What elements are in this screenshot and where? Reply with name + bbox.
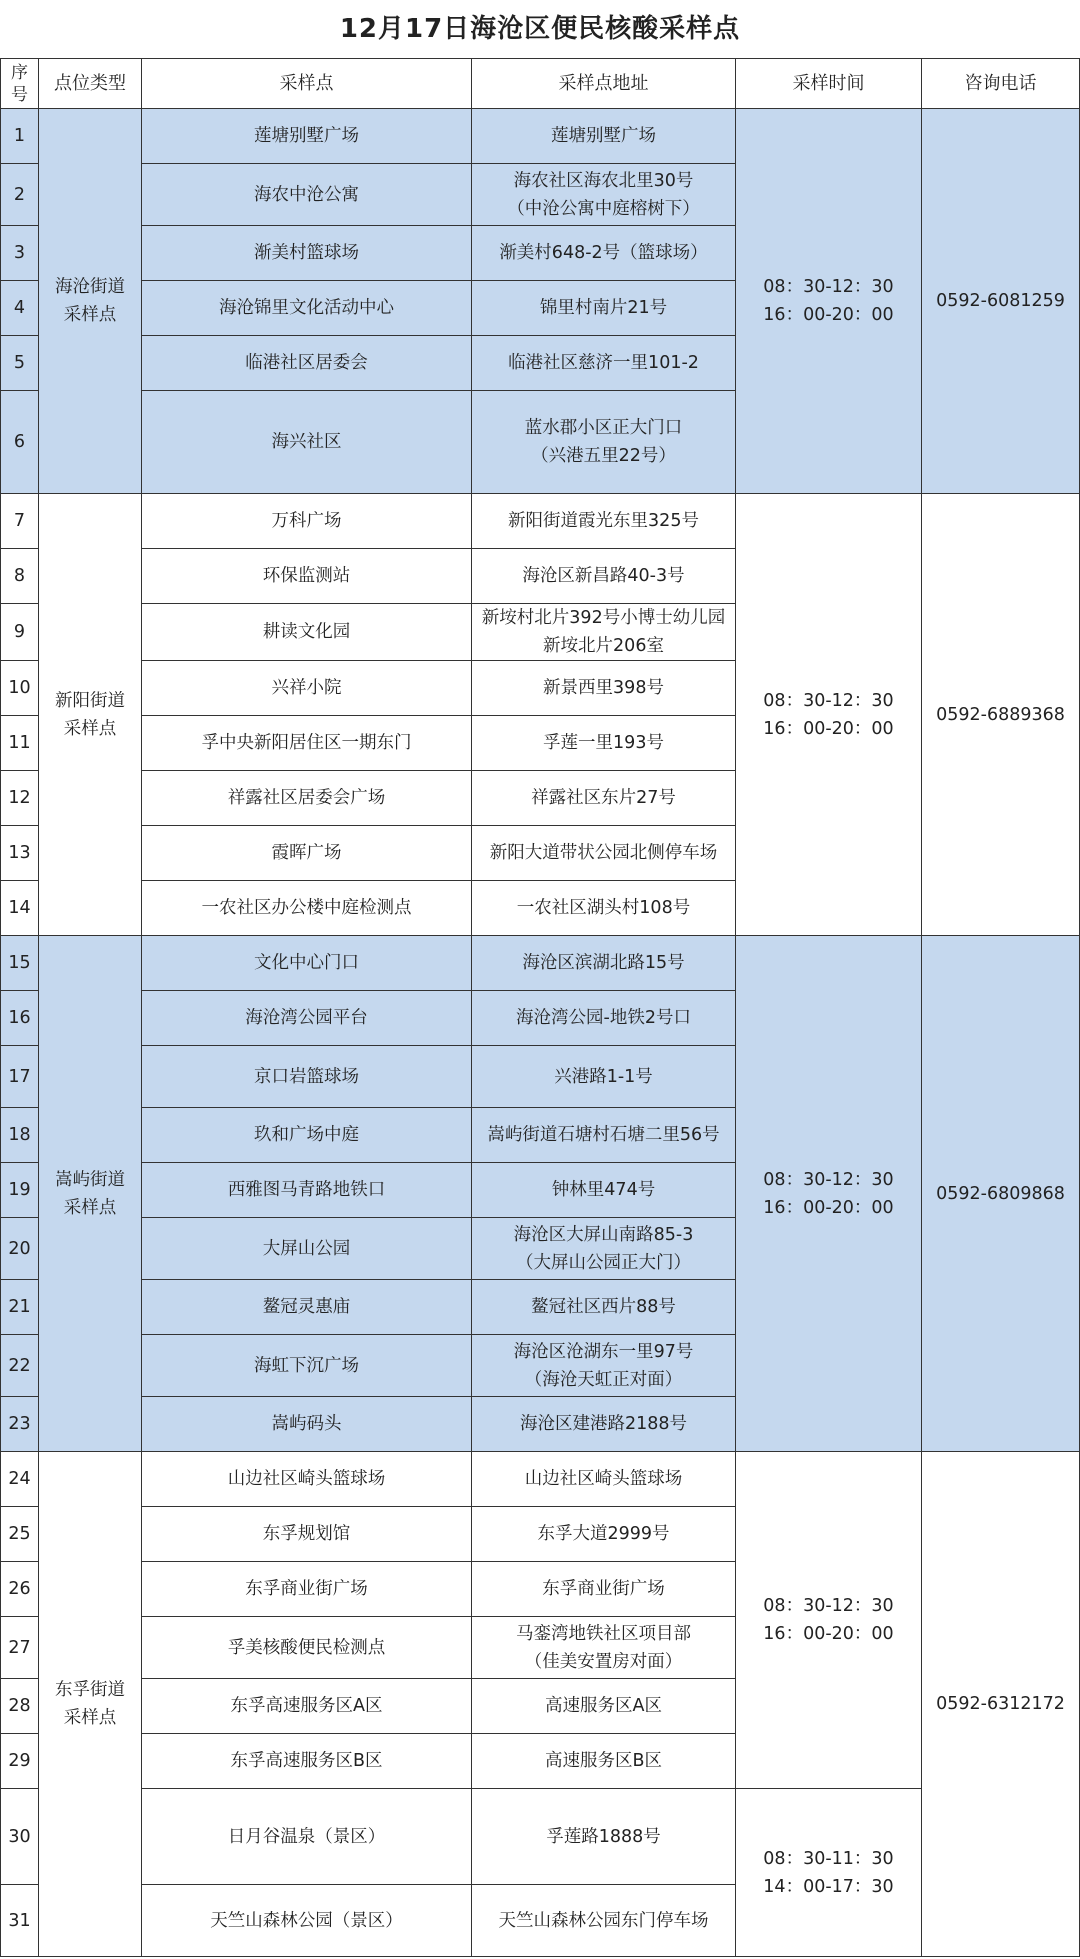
site-address: 锦里村南片21号 [472,281,736,336]
site-name: 东孚高速服务区A区 [142,1679,472,1734]
site-name: 临港社区居委会 [142,336,472,391]
table-row [1,1789,1080,1885]
site-type: 嵩屿街道采样点 [39,936,142,1452]
site-address: 海沧湾公园-地铁2号口 [472,991,736,1046]
site-address: 孚莲路1888号 [472,1789,736,1885]
sampling-time: 08：30-12：30 16：00-20：00 [736,936,922,1452]
site-name: 嵩屿码头 [142,1397,472,1452]
row-number: 8 [1,549,39,604]
table-row [1,109,1080,164]
site-name: 京口岩篮球场 [142,1046,472,1108]
table-row [1,936,1080,991]
site-address: 海沧区滨湖北路15号 [472,936,736,991]
site-name: 文化中心门口 [142,936,472,991]
site-address: 莲塘别墅广场 [472,109,736,164]
row-number: 25 [1,1507,39,1562]
row-number: 6 [1,391,39,494]
row-number: 5 [1,336,39,391]
row-number: 10 [1,661,39,716]
site-address: 海沧区新昌路40-3号 [472,549,736,604]
table-row [1,494,1080,549]
site-address: 东孚商业街广场 [472,1562,736,1617]
row-number: 12 [1,771,39,826]
row-number: 24 [1,1452,39,1507]
site-name: 山边社区崎头篮球场 [142,1452,472,1507]
row-number: 27 [1,1617,39,1679]
row-number: 3 [1,226,39,281]
row-number: 2 [1,164,39,226]
site-name: 万科广场 [142,494,472,549]
row-number: 30 [1,1789,39,1885]
row-number: 22 [1,1335,39,1397]
site-address: 天竺山森林公园东门停车场 [472,1885,736,1957]
site-name: 大屏山公园 [142,1218,472,1280]
site-name: 祥露社区居委会广场 [142,771,472,826]
contact-phone: 0592-6312172 [922,1452,1080,1957]
contact-phone: 0592-6889368 [922,494,1080,936]
site-address: 新阳街道霞光东里325号 [472,494,736,549]
site-name: 天竺山森林公园（景区） [142,1885,472,1957]
site-type: 新阳街道采样点 [39,494,142,936]
row-number: 15 [1,936,39,991]
site-name: 东孚商业街广场 [142,1562,472,1617]
site-name: 玖和广场中庭 [142,1108,472,1163]
sampling-time: 08：30-12：30 16：00-20：00 [736,109,922,494]
site-name: 渐美村篮球场 [142,226,472,281]
row-number: 16 [1,991,39,1046]
sampling-sites-table [0,58,1080,1957]
site-name: 环保监测站 [142,549,472,604]
row-number: 20 [1,1218,39,1280]
header-address: 采样点地址 [472,59,736,109]
row-number: 1 [1,109,39,164]
site-name: 东孚规划馆 [142,1507,472,1562]
site-name: 西雅图马青路地铁口 [142,1163,472,1218]
header-seq: 序号 [1,59,39,109]
sampling-time: 08：30-12：30 16：00-20：00 [736,1452,922,1789]
header-type: 点位类型 [39,59,142,109]
site-address: 一农社区湖头村108号 [472,881,736,936]
site-name: 东孚高速服务区B区 [142,1734,472,1789]
site-name: 莲塘别墅广场 [142,109,472,164]
site-name: 孚中央新阳居住区一期东门 [142,716,472,771]
site-address: 海农社区海农北里30号 （中沧公寓中庭榕树下） [472,164,736,226]
site-address: 嵩屿街道石塘村石塘二里56号 [472,1108,736,1163]
site-address: 孚莲一里193号 [472,716,736,771]
sampling-time: 08：30-11：30 14：00-17：30 [736,1789,922,1957]
header-site: 采样点 [142,59,472,109]
row-number: 17 [1,1046,39,1108]
row-number: 7 [1,494,39,549]
site-address: 新景西里398号 [472,661,736,716]
site-address: 钟林里474号 [472,1163,736,1218]
site-name: 鳌冠灵惠庙 [142,1280,472,1335]
site-address: 临港社区慈济一里101-2 [472,336,736,391]
site-address: 祥露社区东片27号 [472,771,736,826]
site-address: 高速服务区B区 [472,1734,736,1789]
row-number: 26 [1,1562,39,1617]
site-address: 海沧区建港路2188号 [472,1397,736,1452]
site-name: 海沧湾公园平台 [142,991,472,1046]
row-number: 23 [1,1397,39,1452]
page-title: 12月17日海沧区便民核酸采样点 [339,14,741,44]
site-type: 东孚街道采样点 [39,1452,142,1957]
row-number: 19 [1,1163,39,1218]
site-address: 东孚大道2999号 [472,1507,736,1562]
site-address: 兴港路1-1号 [472,1046,736,1108]
site-name: 海农中沧公寓 [142,164,472,226]
row-number: 13 [1,826,39,881]
site-name: 孚美核酸便民检测点 [142,1617,472,1679]
row-number: 29 [1,1734,39,1789]
site-name: 耕读文化园 [142,604,472,661]
site-address: 海沧区大屏山南路85-3 （大屏山公园正大门） [472,1218,736,1280]
contact-phone: 0592-6809868 [922,936,1080,1452]
row-number: 31 [1,1885,39,1957]
table-body [1,109,1080,1957]
site-name: 兴祥小院 [142,661,472,716]
table-row [1,1452,1080,1507]
site-name: 霞晖广场 [142,826,472,881]
site-name: 海兴社区 [142,391,472,494]
row-number: 11 [1,716,39,771]
row-number: 14 [1,881,39,936]
site-name: 日月谷温泉（景区） [142,1789,472,1885]
row-number: 28 [1,1679,39,1734]
row-number: 18 [1,1108,39,1163]
site-address: 高速服务区A区 [472,1679,736,1734]
row-number: 9 [1,604,39,661]
site-name: 海沧锦里文化活动中心 [142,281,472,336]
site-address: 海沧区沧湖东一里97号 （海沧天虹正对面） [472,1335,736,1397]
row-number: 4 [1,281,39,336]
site-address: 新垵村北片392号小博士幼儿园 新垵北片206室 [472,604,736,661]
site-name: 一农社区办公楼中庭检测点 [142,881,472,936]
site-address: 新阳大道带状公园北侧停车场 [472,826,736,881]
site-address: 鳌冠社区西片88号 [472,1280,736,1335]
table-header-row [1,59,1080,109]
site-address: 马銮湾地铁社区项目部 （佳美安置房对面） [472,1617,736,1679]
sampling-time: 08：30-12：30 16：00-20：00 [736,494,922,936]
site-name: 海虹下沉广场 [142,1335,472,1397]
header-time: 采样时间 [736,59,922,109]
contact-phone: 0592-6081259 [922,109,1080,494]
site-address: 蓝水郡小区正大门口 （兴港五里22号） [472,391,736,494]
row-number: 21 [1,1280,39,1335]
site-address: 渐美村648-2号（篮球场） [472,226,736,281]
site-type: 海沧街道采样点 [39,109,142,494]
site-address: 山边社区崎头篮球场 [472,1452,736,1507]
header-phone: 咨询电话 [922,59,1080,109]
